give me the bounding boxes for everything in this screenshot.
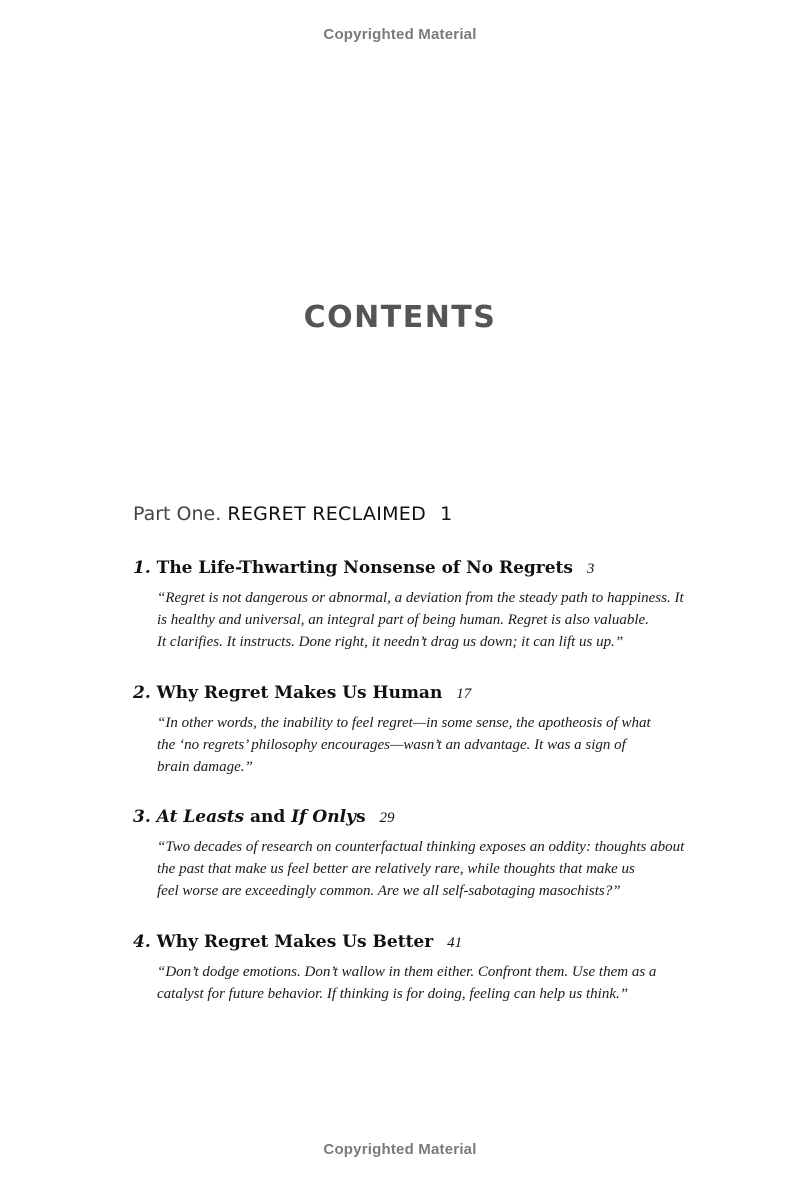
epigraph-line: catalyst for future behavior. If thinking is for doing, feeling can help us think.” xyxy=(157,986,629,1002)
chapter-number: 2. xyxy=(133,683,151,703)
chapter-heading[interactable] xyxy=(133,932,693,952)
toc-entry[interactable] xyxy=(133,683,693,778)
chapter-title: The Life-Thwarting Nonsense of No Regrets xyxy=(156,558,573,578)
chapter-number: 4. xyxy=(133,932,151,952)
chapter-title-italic: If Only xyxy=(291,807,356,827)
chapter-title-connector: and xyxy=(244,807,292,827)
epigraph-line: “In other words, the inability to feel regret—in some sense, the apotheosis of what xyxy=(157,715,651,731)
chapter-epigraph xyxy=(157,712,693,778)
page-title: CONTENTS xyxy=(303,300,497,335)
chapter-epigraph xyxy=(157,961,693,1005)
toc-entry[interactable] xyxy=(133,807,693,902)
chapter-title: Why Regret Makes Us Human xyxy=(156,683,443,703)
part-heading xyxy=(133,503,452,525)
epigraph-line: “Don’t dodge emotions. Don’t wallow in them either. Confront them. Use them as a xyxy=(157,964,657,980)
chapter-epigraph xyxy=(157,587,693,653)
part-title: REGRET RECLAIMED xyxy=(227,503,427,525)
epigraph-line: “Regret is not dangerous or abnormal, a deviation from the steady path to happiness. It xyxy=(157,590,684,606)
chapter-page-number: 41 xyxy=(447,935,463,951)
epigraph-line: brain damage.” xyxy=(157,759,253,775)
chapter-number: 1. xyxy=(133,558,151,578)
epigraph-line: the past that make us feel better are relatively rare, while thoughts that make us xyxy=(157,861,635,877)
part-label: Part One. xyxy=(133,503,222,525)
epigraph-line: It clarifies. It instructs. Done right, it needn’t drag us down; it can lift us up.” xyxy=(157,634,624,650)
part-page-number: 1 xyxy=(440,503,453,525)
chapter-heading[interactable] xyxy=(133,683,693,703)
chapter-page-number: 17 xyxy=(456,686,472,702)
chapter-title: Why Regret Makes Us Better xyxy=(156,932,434,952)
chapter-epigraph xyxy=(157,836,693,902)
chapter-title-italic: At Leasts xyxy=(156,807,245,827)
chapter-page-number: 3 xyxy=(586,561,595,577)
epigraph-line: feel worse are exceedingly common. Are we all self-sabotaging masochists?” xyxy=(157,883,621,899)
copyright-watermark-bottom: Copyrighted Material xyxy=(323,1141,477,1158)
epigraph-line: is healthy and universal, an integral part of being human. Regret is also valuable. xyxy=(157,612,649,628)
toc-entry[interactable] xyxy=(133,932,693,1005)
chapter-number: 3. xyxy=(133,807,151,827)
chapter-heading[interactable] xyxy=(133,807,693,827)
chapter-heading[interactable] xyxy=(133,558,693,578)
epigraph-line: “Two decades of research on counterfactual thinking exposes an oddity: thoughts about xyxy=(157,839,685,855)
chapter-page-number: 29 xyxy=(379,810,395,826)
chapter-title xyxy=(157,807,366,827)
chapter-title-suffix: s xyxy=(355,807,366,827)
epigraph-line: the ‘no regrets’ philosophy encourages—wasn’t an advantage. It was a sign of xyxy=(157,737,626,753)
copyright-watermark-top: Copyrighted Material xyxy=(323,26,477,43)
toc-entry[interactable] xyxy=(133,558,693,653)
